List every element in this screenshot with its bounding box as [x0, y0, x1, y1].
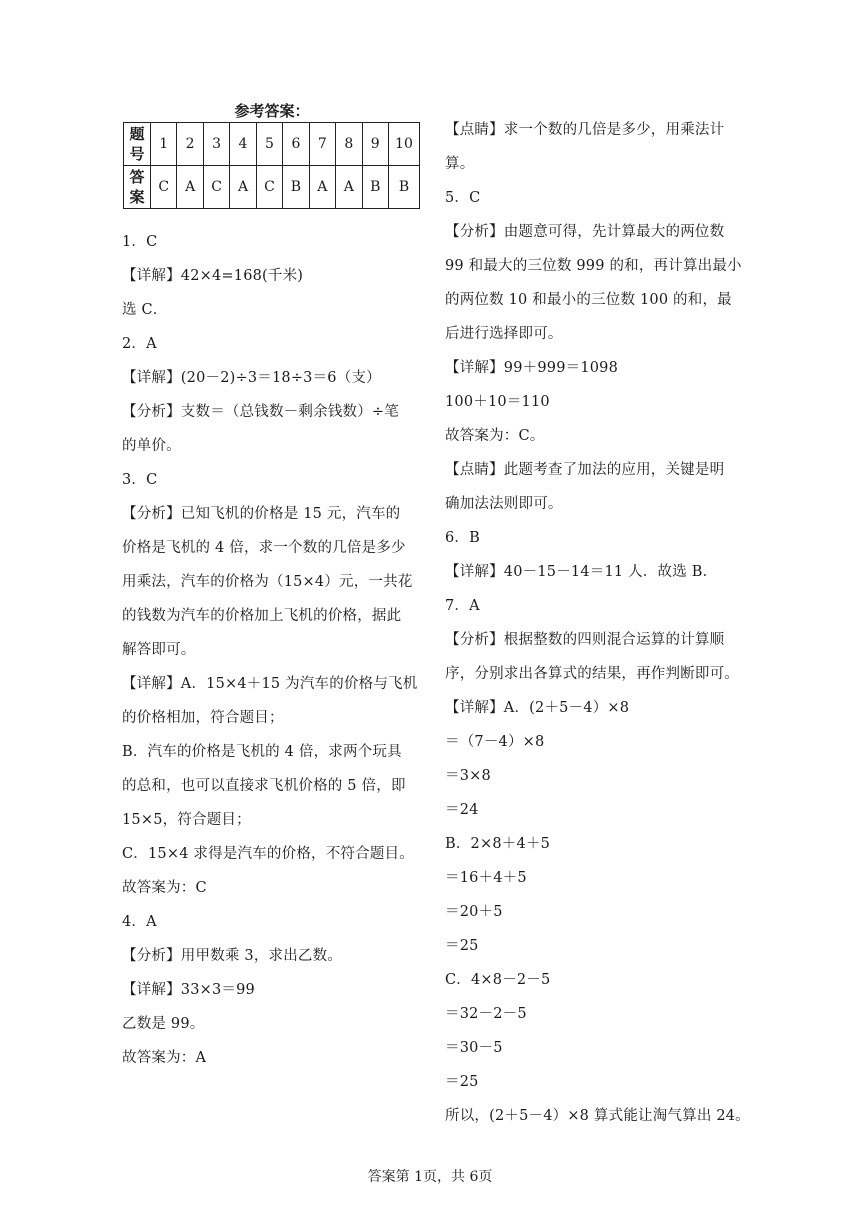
- text-line: 的钱数为汽车的价格加上飞机的价格，据此: [122, 608, 402, 624]
- answer-cell: B: [283, 166, 309, 209]
- text-line: 4．A: [122, 914, 157, 930]
- text-line: 3．C: [122, 472, 158, 488]
- page-footer: 答案第 1页，共 6页: [367, 1169, 493, 1185]
- text-line: 的单价。: [122, 438, 181, 454]
- answer-row: [124, 166, 420, 209]
- text-line: C．4×8－2－5: [445, 972, 551, 988]
- left-text-block: [122, 225, 420, 1075]
- question-number-cell: 7: [309, 123, 335, 166]
- text-line: 解答即可。: [122, 642, 196, 658]
- answer-cell: A: [177, 166, 203, 209]
- question-number-row: [124, 123, 420, 166]
- text-line: 【详解】33×3＝99: [122, 982, 255, 998]
- row-header-question: 题 号: [124, 123, 151, 166]
- question-number-cell: 6: [283, 123, 309, 166]
- text-line: 算。: [445, 156, 475, 172]
- text-line: 【详解】99＋999＝1098: [445, 360, 619, 376]
- answer-cell: C: [150, 166, 176, 209]
- text-line: 5．C: [445, 190, 481, 206]
- answer-key-title: 参考答案：: [234, 102, 310, 120]
- text-line: 【分析】由题意可得，先计算最大的两位数: [445, 224, 725, 240]
- text-line: 99 和最大的三位数 999 的和，再计算出最小: [445, 258, 742, 274]
- text-line: 的总和，也可以直接求飞机价格的 5 倍，即: [122, 778, 406, 794]
- text-line: 所以，(2＋5－4）×8 算式能让淘气算出 24。: [445, 1108, 750, 1124]
- text-line: ＝25: [445, 938, 479, 954]
- question-number-cell: 10: [388, 123, 419, 166]
- text-line: 故答案为：A: [122, 1050, 207, 1066]
- text-line: ＝24: [445, 802, 479, 818]
- text-line: 的两位数 10 和最小的三位数 100 的和，最: [445, 292, 732, 308]
- answer-cell: A: [230, 166, 256, 209]
- text-line: 【分析】已知飞机的价格是 15 元，汽车的: [122, 506, 401, 522]
- question-number-cell: 1: [150, 123, 176, 166]
- text-line: 【详解】A．(2＋5－4）×8: [445, 700, 630, 716]
- answer-cell: B: [388, 166, 419, 209]
- text-line: B．汽车的价格是飞机的 4 倍，求两个玩具: [122, 744, 402, 760]
- answer-cell: B: [362, 166, 388, 209]
- text-line: 选 C．: [122, 302, 168, 318]
- text-line: 100＋10＝110: [445, 394, 550, 410]
- text-line: 【点睛】求一个数的几倍是多少，用乘法计: [445, 122, 725, 138]
- row-header-answer: 答 案: [124, 166, 151, 209]
- left-column: [122, 100, 420, 1075]
- text-line: 价格是飞机的 4 倍，求一个数的几倍是多少: [122, 540, 406, 556]
- text-line: 乙数是 99。: [122, 1016, 205, 1032]
- text-line: ＝（7－4）×8: [445, 734, 545, 750]
- question-number-cell: 3: [203, 123, 229, 166]
- answer-cell: C: [203, 166, 229, 209]
- text-line: 1．C: [122, 234, 158, 250]
- answer-cell: A: [336, 166, 362, 209]
- text-line: 【详解】42×4=168(千米): [122, 268, 304, 284]
- answer-cell: C: [256, 166, 282, 209]
- question-number-cell: 9: [362, 123, 388, 166]
- answer-cell: A: [309, 166, 335, 209]
- text-line: 【详解】A．15×4＋15 为汽车的价格与飞机: [122, 676, 418, 692]
- text-line: 【分析】根据整数的四则混合运算的计算顺: [445, 632, 725, 648]
- right-column: [445, 113, 750, 1133]
- text-line: ＝32－2－5: [445, 1006, 527, 1022]
- question-number-cell: 5: [256, 123, 282, 166]
- question-number-cell: 4: [230, 123, 256, 166]
- right-text-block: [445, 113, 750, 1133]
- text-line: ＝25: [445, 1074, 479, 1090]
- text-line: ＝16＋4＋5: [445, 870, 527, 886]
- text-line: 7．A: [445, 598, 480, 614]
- answer-key-table: [123, 122, 420, 209]
- text-line: ＝30－5: [445, 1040, 503, 1056]
- text-line: 15×5，符合题目；: [122, 812, 251, 828]
- text-line: C．15×4 求得是汽车的价格，不符合题目。: [122, 846, 414, 862]
- question-number-cell: 2: [177, 123, 203, 166]
- question-number-cell: 8: [336, 123, 362, 166]
- text-line: 的价格相加，符合题目；: [122, 710, 284, 726]
- text-line: B．2×8＋4＋5: [445, 836, 551, 852]
- text-line: 【详解】40－15－14＝11 人．故选 B．: [445, 564, 718, 580]
- text-line: ＝20＋5: [445, 904, 503, 920]
- text-line: 【点睛】此题考查了加法的应用，关键是明: [445, 462, 725, 478]
- text-line: 【详解】(20－2)÷3＝18÷3＝6（支）: [122, 370, 381, 386]
- text-line: 序，分别求出各算式的结果，再作判断即可。: [445, 666, 739, 682]
- text-line: 故答案为：C: [122, 880, 207, 896]
- text-line: 故答案为：C。: [445, 428, 545, 444]
- text-line: 2．A: [122, 336, 157, 352]
- text-line: 【分析】用甲数乘 3，求出乙数。: [122, 948, 343, 964]
- text-line: ＝3×8: [445, 768, 491, 784]
- text-line: 用乘法，汽车的价格为（15×4）元，一共花: [122, 574, 413, 590]
- text-line: 【分析】支数＝（总钱数－剩余钱数）÷笔: [122, 404, 399, 420]
- text-line: 确加法法则即可。: [445, 496, 563, 512]
- text-line: 6．B: [445, 530, 480, 546]
- text-line: 后进行选择即可。: [445, 326, 563, 342]
